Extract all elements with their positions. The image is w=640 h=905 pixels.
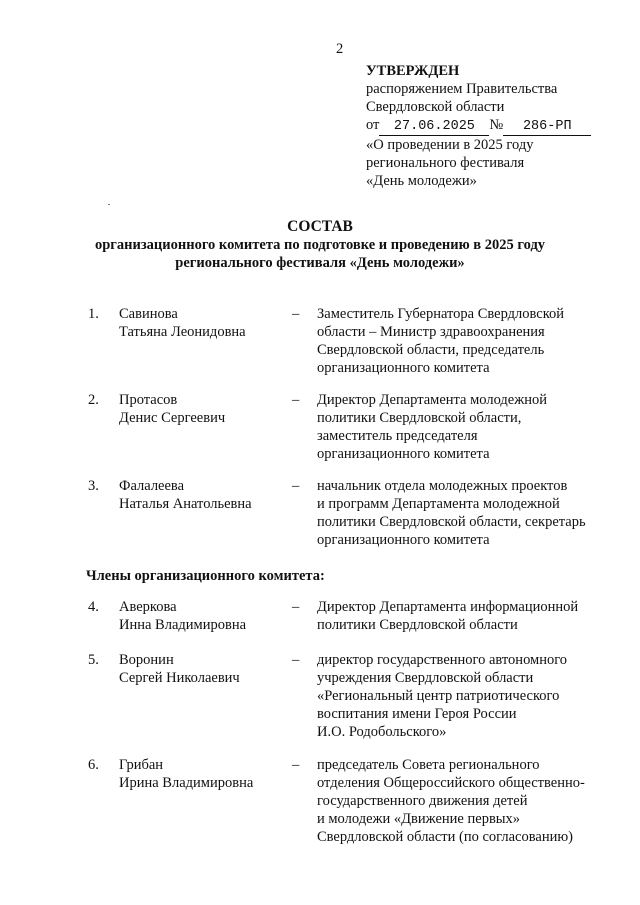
member-surname: Протасов xyxy=(119,392,178,408)
approval-date-line xyxy=(366,116,616,136)
member-dash: – xyxy=(292,478,300,494)
member-role-line: Директор Департамента молодежной xyxy=(317,392,548,408)
member-name xyxy=(119,756,253,792)
title-main: СОСТАВ xyxy=(287,218,353,235)
member-surname: Аверкова xyxy=(119,599,177,615)
member-number: 1. xyxy=(88,306,99,322)
member-role-line: Директор Департамента информационной xyxy=(317,599,579,615)
member-role xyxy=(317,598,617,634)
approval-subject-2: регионального фестиваля xyxy=(366,155,525,171)
number-prefix: № xyxy=(489,117,504,133)
member-surname: Фалалеева xyxy=(119,478,185,494)
member-role-line: Заместитель Губернатора Свердловской xyxy=(317,306,565,322)
approval-block xyxy=(366,62,616,190)
member-role-line: учреждения Свердловской области xyxy=(317,670,534,686)
member-role xyxy=(317,651,617,741)
member-role-line: заместитель председателя xyxy=(317,428,478,444)
member-given-name: Ирина Владимировна xyxy=(119,775,254,791)
member-role-line: отделения Общероссийского общественно- xyxy=(317,775,585,791)
member-dash: – xyxy=(292,392,300,408)
member-role-line: организационного комитета xyxy=(317,360,490,376)
title-line-2: регионального фестиваля «День молодежи» xyxy=(175,255,465,271)
member-number: 6. xyxy=(88,757,99,773)
member-role-line: государственного движения детей xyxy=(317,793,528,809)
member-name xyxy=(119,305,246,341)
member-surname: Савинова xyxy=(119,306,178,322)
approval-subject-3: «День молодежи» xyxy=(366,173,477,189)
member-surname: Воронин xyxy=(119,652,174,668)
member-number: 4. xyxy=(88,599,99,615)
approval-status: УТВЕРЖДЕН xyxy=(366,63,460,79)
document-title xyxy=(60,218,580,272)
member-dash: – xyxy=(292,599,300,615)
member-role-line: области – Министр здравоохранения xyxy=(317,324,545,340)
member-role-line: и молодежи «Движение первых» xyxy=(317,811,521,827)
member-number: 5. xyxy=(88,652,99,668)
member-name xyxy=(119,477,252,513)
member-role-line: «Региональный центр патриотического xyxy=(317,688,560,704)
member-role xyxy=(317,305,617,377)
member-role-line: Свердловской области (по согласованию) xyxy=(317,829,574,845)
scan-speck xyxy=(108,204,110,205)
member-dash: – xyxy=(292,757,300,773)
member-dash: – xyxy=(292,652,300,668)
member-role-line: И.О. Родобольского» xyxy=(317,724,447,740)
approval-number: 286-РП xyxy=(503,119,591,136)
member-role-line: организационного комитета xyxy=(317,446,490,462)
approval-date: 27.06.2025 xyxy=(379,119,489,136)
member-role-line: директор государственного автономного xyxy=(317,652,568,668)
member-role-line: Свердловской области, председатель xyxy=(317,342,545,358)
member-given-name: Сергей Николаевич xyxy=(119,670,240,686)
member-given-name: Татьяна Леонидовна xyxy=(119,324,246,340)
member-given-name: Наталья Анатольевна xyxy=(119,496,252,512)
date-prefix: от xyxy=(366,117,380,133)
member-name xyxy=(119,391,225,427)
member-role-line: политики Свердловской области xyxy=(317,617,518,633)
member-role-line: и программ Департамента молодежной xyxy=(317,496,560,512)
member-number: 3. xyxy=(88,478,99,494)
member-role-line: председатель Совета регионального xyxy=(317,757,540,773)
member-role xyxy=(317,756,617,846)
approval-subject-1: «О проведении в 2025 году xyxy=(366,137,534,153)
members-heading: Члены организационного комитета: xyxy=(86,568,325,584)
member-given-name: Инна Владимировна xyxy=(119,617,247,633)
page-number: 2 xyxy=(336,41,344,57)
member-name xyxy=(119,598,246,634)
member-role xyxy=(317,391,617,463)
member-role-line: политики Свердловской области, секретарь xyxy=(317,514,586,530)
member-given-name: Денис Сергеевич xyxy=(119,410,226,426)
member-name xyxy=(119,651,240,687)
title-line-1: организационного комитета по подготовке и проведению в 2025 году xyxy=(94,237,546,253)
member-role xyxy=(317,477,617,549)
member-role-line: организационного комитета xyxy=(317,532,490,548)
approval-line-2: Свердловской области xyxy=(366,99,505,115)
approval-line-1: распоряжением Правительства xyxy=(366,81,558,97)
member-role-line: воспитания имени Героя России xyxy=(317,706,517,722)
member-dash: – xyxy=(292,306,300,322)
member-surname: Грибан xyxy=(119,757,164,773)
member-number: 2. xyxy=(88,392,99,408)
member-role-line: политики Свердловской области, xyxy=(317,410,522,426)
member-role-line: начальник отдела молодежных проектов xyxy=(317,478,568,494)
